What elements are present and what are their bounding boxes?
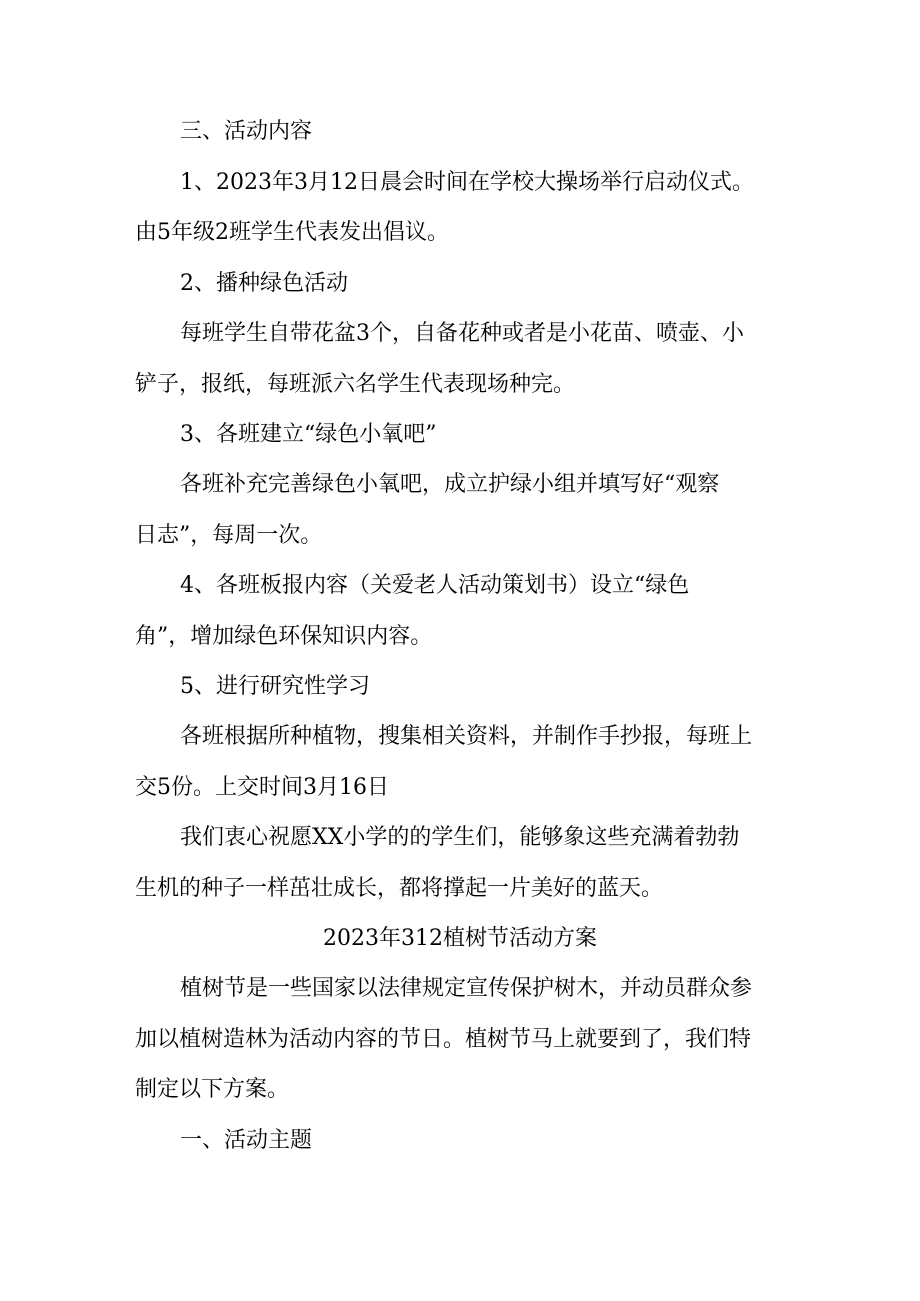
paragraph-line: 我们衷心祝愿XX小学的的学生们，能够象这些充满着勃勃	[180, 825, 740, 850]
paragraph-line: 加以植树造林为活动内容的节日。植树节马上就要到了，我们特	[135, 1027, 752, 1052]
paragraph-line: 铲子，报纸，每班派六名学生代表现场种完。	[135, 372, 576, 397]
paragraph-line: 角”，增加绿色环保知识内容。	[135, 624, 433, 649]
item-heading-sowing: 2、播种绿色活动	[180, 271, 348, 296]
section-heading-activity-theme: 一、活动主题	[180, 1128, 313, 1153]
section-heading-activity-content: 三、活动内容	[180, 119, 313, 144]
paragraph-line: 1、2023年3月12日晨会时间在学校大操场举行启动仪式。	[180, 170, 754, 195]
item-heading-research: 5、进行研究性学习	[180, 674, 370, 699]
paragraph-line: 日志”，每周一次。	[135, 523, 323, 548]
document-title: 2023年312植树节活动方案	[323, 926, 597, 951]
item-heading-oxygen-bar: 3、各班建立“绿色小氧吧”	[180, 422, 437, 447]
paragraph-line: 各班根据所种植物，搜集相关资料，并制作手抄报，每班上	[180, 724, 753, 749]
paragraph-line: 植树节是一些国家以法律规定宣传保护树木，并动员群众参	[180, 976, 753, 1001]
paragraph-line: 各班补充完善绿色小氧吧，成立护绿小组并填写好“观察	[180, 472, 720, 497]
paragraph-line: 由5年级2班学生代表发出倡议。	[135, 220, 449, 245]
paragraph-line: 生机的种子一样茁壮成长，都将撑起一片美好的蓝天。	[135, 876, 664, 901]
paragraph-line: 交5份。上交时间3月16日	[135, 775, 389, 800]
item-heading-blackboard: 4、各班板报内容（关爱老人活动策划书）设立“绿色	[180, 573, 690, 598]
paragraph-line: 每班学生自带花盆3个，自备花种或者是小花苗、喷壶、小	[180, 321, 744, 346]
paragraph-line: 制定以下方案。	[135, 1077, 290, 1102]
